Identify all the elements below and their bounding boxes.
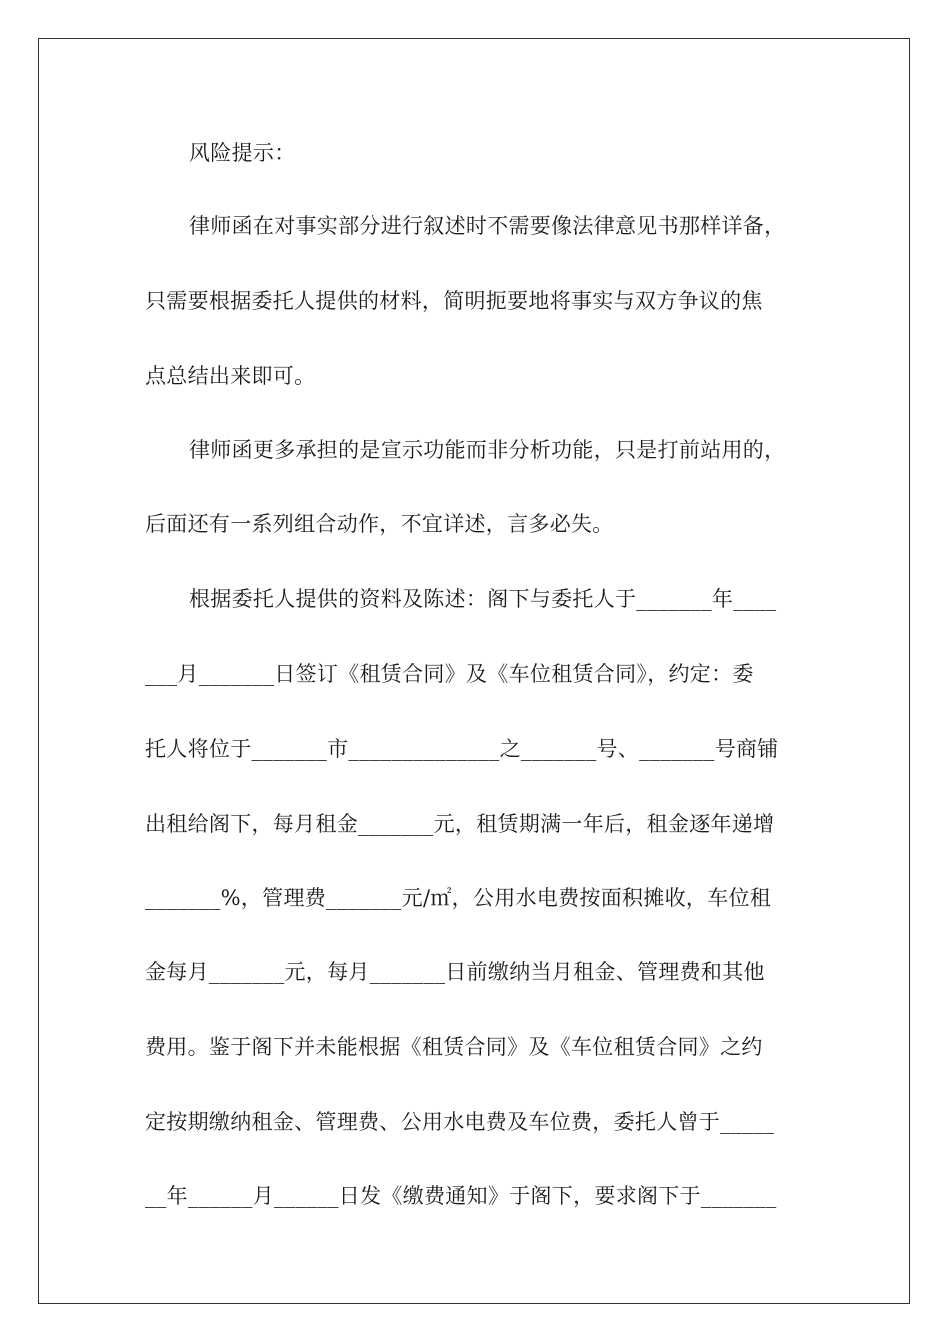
paragraph-3-line-5: _______%，管理费_______元/㎡，公用水电费按面积摊收，车位租 bbox=[145, 886, 772, 910]
paragraph-1-line-2: 只需要根据委托人提供的材料，简明扼要地将事实与双方争议的焦 bbox=[145, 289, 763, 313]
paragraph-2-line-1: 律师函更多承担的是宣示功能而非分析功能，只是打前站用的， bbox=[189, 438, 786, 462]
paragraph-3-line-1: 根据委托人提供的资料及陈述：阁下与委托人于_______年____ bbox=[189, 587, 777, 611]
paragraph-3-line-2: ___月_______日签订《租赁合同》及《车位租赁合同》，约定：委 bbox=[145, 662, 754, 686]
paragraph-3-line-6: 金每月_______元，每月_______日前缴纳当月租金、管理费和其他 bbox=[145, 960, 765, 984]
paragraph-3-line-7: 费用。鉴于阁下并未能根据《租赁合同》及《车位租赁合同》之约 bbox=[145, 1035, 763, 1059]
paragraph-3-line-8: 定按期缴纳租金、管理费、公用水电费及车位费，委托人曾于_____ bbox=[145, 1110, 775, 1134]
paragraph-3-line-3: 托人将位于_______市______________之_______号、_______号商铺 bbox=[145, 737, 779, 761]
paragraph-3-line-9: __年______月______日发《缴费通知》于阁下，要求阁下于_______ bbox=[145, 1184, 777, 1208]
section-heading: 风险提示： bbox=[189, 141, 296, 165]
paragraph-1-line-1: 律师函在对事实部分进行叙述时不需要像法律意见书那样详备， bbox=[189, 214, 786, 238]
paragraph-3-line-4: 出租给阁下，每月租金_______元，租赁期满一年后，租金逐年递增 bbox=[145, 812, 775, 836]
paragraph-1-line-3: 点总结出来即可。 bbox=[145, 364, 316, 388]
paragraph-2-line-2: 后面还有一系列组合动作，不宜详述，言多必失。 bbox=[145, 512, 614, 536]
